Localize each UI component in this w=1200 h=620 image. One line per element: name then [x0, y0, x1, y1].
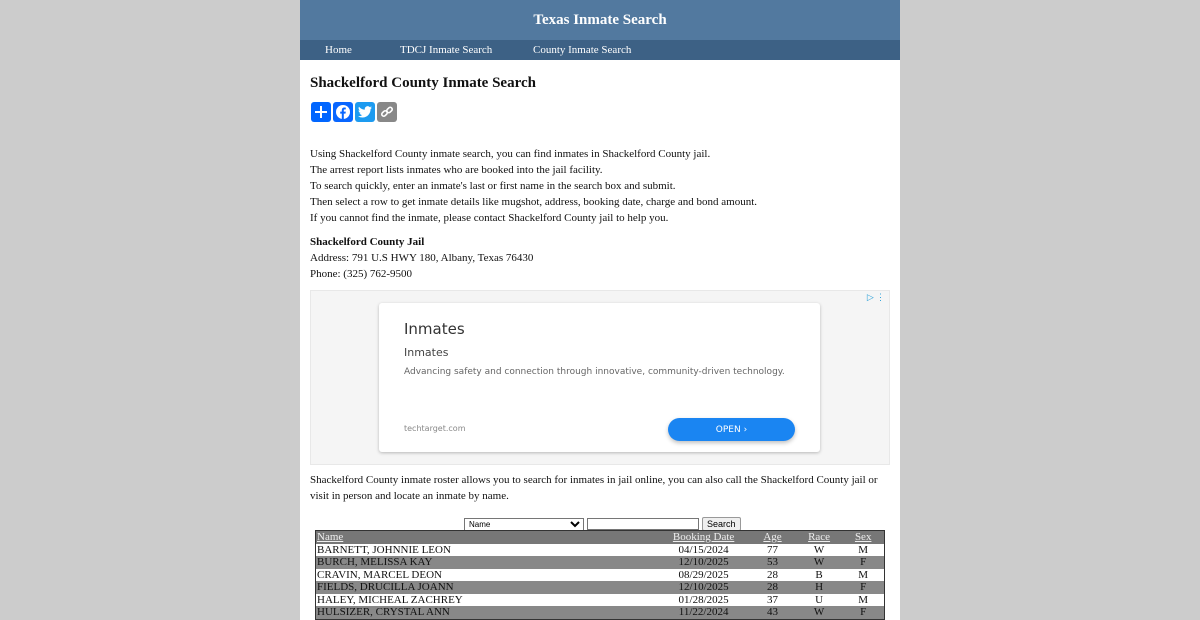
search-input[interactable]: [587, 518, 699, 530]
cell-age: 28: [749, 569, 796, 582]
cell-age: 53: [749, 556, 796, 569]
intro-line: Then select a row to get inmate details like mugshot, address, booking date, charge and bond amount.: [310, 196, 758, 208]
ad-open-button[interactable]: OPEN ›: [668, 418, 795, 441]
cell-sex: F: [842, 606, 884, 619]
search-form: [464, 517, 741, 531]
column-header-sex[interactable]: Sex: [842, 531, 884, 544]
site-title[interactable]: Texas Inmate Search: [533, 12, 667, 28]
nav-home[interactable]: Home: [325, 44, 352, 56]
cell-sex: M: [842, 569, 884, 582]
nav-bar: [300, 40, 900, 60]
cell-age: 37: [749, 594, 796, 607]
ad-subtitle: Inmates: [404, 346, 449, 359]
cell-name: HULSIZER, CRYSTAL ANN: [316, 606, 658, 619]
column-header-name[interactable]: Name: [316, 531, 658, 544]
cell-name: CRAVIN, MARCEL DEON: [316, 569, 658, 582]
adchoices-icon[interactable]: ▷ ⋮: [866, 292, 885, 302]
ad-title: Inmates: [404, 320, 465, 338]
table-row[interactable]: [316, 581, 885, 594]
cell-booking-date: 12/10/2025: [658, 556, 749, 569]
table-row[interactable]: [316, 594, 885, 607]
jail-info: [310, 234, 533, 282]
cell-sex: F: [842, 581, 884, 594]
cell-name: FIELDS, DRUCILLA JOANN: [316, 581, 658, 594]
cell-race: W: [796, 556, 843, 569]
ad-description: Advancing safety and connection through innovative, community-driven technology.: [404, 367, 785, 377]
page-title: Shackelford County Inmate Search: [310, 75, 536, 91]
intro-line: To search quickly, enter an inmate's last or first name in the search box and submit.: [310, 180, 676, 192]
intro-line: If you cannot find the inmate, please contact Shackelford County jail to help you.: [310, 212, 669, 224]
cell-age: 77: [749, 544, 796, 557]
cell-race: W: [796, 544, 843, 557]
cell-race: W: [796, 606, 843, 619]
cell-booking-date: 08/29/2025: [658, 569, 749, 582]
column-header-age[interactable]: Age: [749, 531, 796, 544]
roster-text: Shackelford County inmate roster allows you to search for inmates in jail online, you can also call the Shackelford County jail or visit in person and locate an inmate by name.: [310, 474, 878, 502]
page-container: [300, 0, 900, 620]
facebook-icon[interactable]: [333, 102, 353, 122]
cell-age: 28: [749, 581, 796, 594]
intro-line: Using Shackelford County inmate search, you can find inmates in Shackelford County jail.: [310, 148, 711, 160]
jail-phone: Phone: (325) 762-9500: [310, 268, 413, 280]
cell-race: U: [796, 594, 843, 607]
copy-link-icon[interactable]: [377, 102, 397, 122]
cell-age: 43: [749, 606, 796, 619]
table-row[interactable]: [316, 556, 885, 569]
column-header-race[interactable]: Race: [796, 531, 843, 544]
cell-booking-date: 12/10/2025: [658, 581, 749, 594]
cell-booking-date: 01/28/2025: [658, 594, 749, 607]
twitter-icon[interactable]: [355, 102, 375, 122]
table-row[interactable]: [316, 569, 885, 582]
cell-name: BARNETT, JOHNNIE LEON: [316, 544, 658, 557]
cell-booking-date: 11/22/2024: [658, 606, 749, 619]
cell-name: HALEY, MICHEAL ZACHREY: [316, 594, 658, 607]
intro-line: The arrest report lists inmates who are booked into the jail facility.: [310, 164, 603, 176]
share-bar: [311, 102, 397, 122]
cell-sex: M: [842, 594, 884, 607]
cell-race: H: [796, 581, 843, 594]
search-button[interactable]: Search: [702, 517, 741, 531]
jail-name: Shackelford County Jail: [310, 236, 425, 248]
ad-card[interactable]: [379, 303, 820, 452]
jail-address: Address: 791 U.S HWY 180, Albany, Texas 76430: [310, 252, 534, 264]
table-row[interactable]: [316, 606, 885, 619]
cell-sex: M: [842, 544, 884, 557]
inmate-table: [315, 530, 885, 620]
share-plus-icon[interactable]: [311, 102, 331, 122]
column-header-booking-date[interactable]: Booking Date: [658, 531, 749, 544]
nav-tdcj-inmate-search[interactable]: TDCJ Inmate Search: [400, 44, 493, 56]
search-field-select[interactable]: [464, 518, 584, 531]
cell-name: BURCH, MELISSA KAY: [316, 556, 658, 569]
cell-booking-date: 04/15/2024: [658, 544, 749, 557]
site-header: [300, 0, 900, 40]
cell-race: B: [796, 569, 843, 582]
table-row[interactable]: [316, 544, 885, 557]
intro-text: [310, 146, 757, 226]
cell-sex: F: [842, 556, 884, 569]
ad-domain: techtarget.com: [404, 424, 466, 433]
nav-county-inmate-search[interactable]: County Inmate Search: [533, 44, 632, 56]
ad-banner[interactable]: [310, 290, 890, 465]
